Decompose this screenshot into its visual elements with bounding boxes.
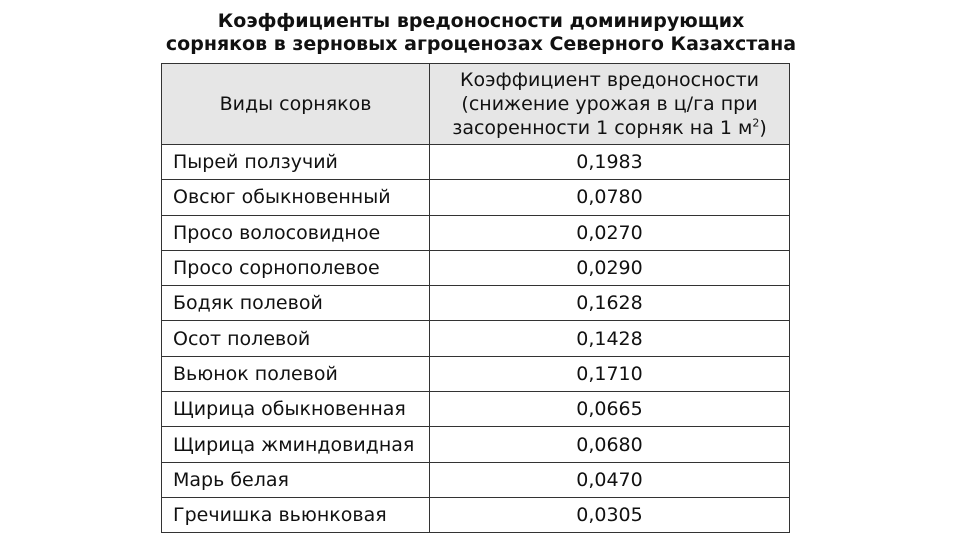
table-row (162, 286, 790, 321)
table-body (162, 145, 790, 533)
header-coef-superscript: 2 (752, 116, 760, 130)
header-coef-line-1: Коэффициент вредоносности (460, 69, 759, 91)
row-species: Марь белая (162, 462, 430, 497)
row-species: Вьюнок полевой (162, 356, 430, 391)
header-coef-line-3-text: засоренности 1 сорняк на 1 м (452, 117, 753, 139)
title-line-2: сорняков в зерновых агроценозах Северного Казахстана (165, 33, 797, 55)
row-species: Овсюг обыкновенный (162, 180, 430, 215)
table-row (162, 321, 790, 356)
table-row (162, 180, 790, 215)
row-species: Просо волосовидное (162, 215, 430, 250)
table-row (162, 145, 790, 180)
row-coefficient: 0,1710 (430, 356, 790, 391)
row-coefficient: 0,0270 (430, 215, 790, 250)
header-species (162, 64, 430, 145)
row-species: Щирица обыкновенная (162, 392, 430, 427)
table-row (162, 356, 790, 391)
row-coefficient: 0,0305 (430, 497, 790, 532)
header-coefficient (430, 64, 790, 145)
header-species-label: Виды сорняков (219, 93, 372, 115)
row-species: Щирица жминдовидная (162, 427, 430, 462)
table-row (162, 392, 790, 427)
table-row (162, 427, 790, 462)
row-species: Просо сорнополевое (162, 250, 430, 285)
header-coef-line-2: (снижение урожая в ц/га при (461, 93, 758, 115)
row-coefficient: 0,1628 (430, 286, 790, 321)
row-coefficient: 0,0780 (430, 180, 790, 215)
table-header (162, 64, 790, 145)
header-coef-line-3 (430, 116, 789, 140)
table-title (0, 10, 962, 56)
row-coefficient: 0,1983 (430, 145, 790, 180)
weed-harmfulness-table (161, 63, 790, 533)
table-row (162, 497, 790, 532)
table-row (162, 250, 790, 285)
table-row (162, 462, 790, 497)
row-coefficient: 0,0470 (430, 462, 790, 497)
row-species: Пырей ползучий (162, 145, 430, 180)
header-coef-close: ) (759, 117, 767, 139)
row-species: Гречишка вьюнковая (162, 497, 430, 532)
header-row (162, 64, 790, 145)
row-coefficient: 0,0665 (430, 392, 790, 427)
row-coefficient: 0,1428 (430, 321, 790, 356)
table-row (162, 215, 790, 250)
row-coefficient: 0,0290 (430, 250, 790, 285)
title-line-1: Коэффициенты вредоносности доминирующих (217, 10, 745, 32)
row-species: Бодяк полевой (162, 286, 430, 321)
row-coefficient: 0,0680 (430, 427, 790, 462)
row-species: Осот полевой (162, 321, 430, 356)
